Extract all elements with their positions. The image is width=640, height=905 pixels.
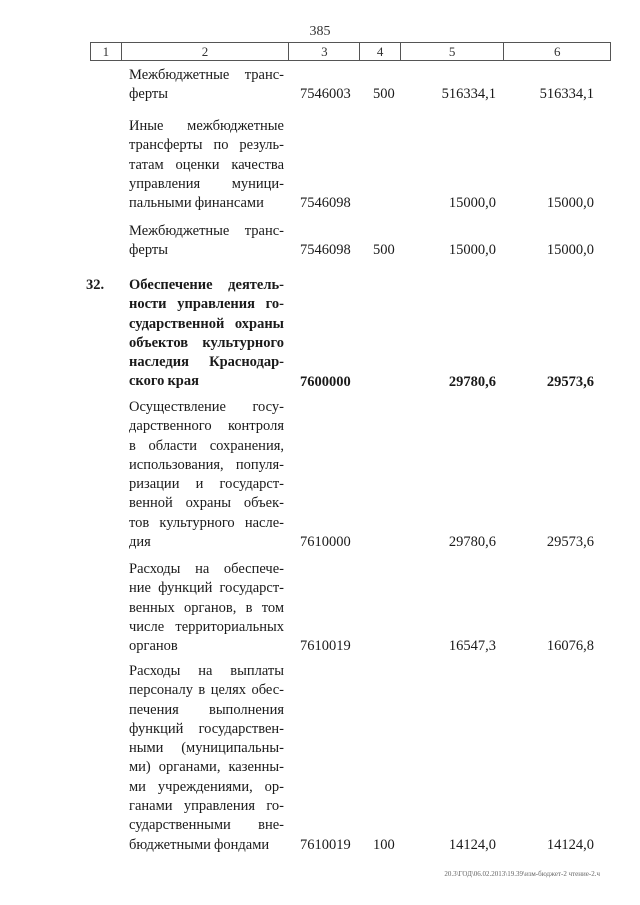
description-line: дарственного контроля <box>129 418 284 435</box>
row-description <box>129 222 284 261</box>
description-line: наследия Краснодар- <box>129 354 284 371</box>
target-code: 7610000 <box>300 534 351 551</box>
expense-type: 500 <box>373 242 395 259</box>
description-line: функций государствен- <box>129 720 284 737</box>
amount-2025: 15000,0 <box>546 242 594 259</box>
column-header-4: 4 <box>360 43 401 61</box>
page-number: 385 <box>309 24 331 39</box>
amount-2024: 14124,0 <box>448 836 496 853</box>
description-line: сударственными вне- <box>129 817 284 834</box>
row-number: 32. <box>86 277 105 293</box>
target-code: 7600000 <box>300 373 351 390</box>
file-path-footer: 20.3\ГОД\06.02.2013\19.39\изм-бюджет-2 чтение-2.ч <box>444 870 600 878</box>
amount-2024: 516334,1 <box>441 86 496 103</box>
target-code: 7610019 <box>300 836 351 853</box>
expense-type: 100 <box>373 836 395 853</box>
description-line: ского края <box>129 373 199 390</box>
description-line: ности управления го- <box>129 296 284 313</box>
target-code: 7546003 <box>300 86 351 103</box>
amount-2025: 29573,6 <box>546 534 594 551</box>
description-line: трансферты по резуль- <box>129 137 284 154</box>
description-line: ферты <box>129 242 168 259</box>
description-line: венных органов, в том <box>129 599 284 616</box>
description-line: татам оценки качества <box>129 156 284 173</box>
description-line: органов <box>129 638 178 655</box>
description-line: ганами управления го- <box>129 798 284 815</box>
amount-2025: 15000,0 <box>546 195 594 212</box>
description-line: печения выполнения <box>129 701 284 718</box>
row-description <box>129 276 284 392</box>
row-description <box>129 662 284 855</box>
amount-2025: 16076,8 <box>546 638 594 655</box>
description-line: пальными финансами <box>129 195 264 212</box>
row-description <box>129 66 284 105</box>
description-line: ми учреждениями, ор- <box>129 778 284 795</box>
description-line: венной охраны объек- <box>129 495 284 512</box>
description-line: Межбюджетные транс- <box>129 67 284 83</box>
row-description <box>129 398 284 552</box>
target-code: 7610019 <box>300 638 351 655</box>
description-line: персоналу в целях обес- <box>129 682 284 699</box>
amount-2025: 14124,0 <box>546 836 594 853</box>
description-line: дия <box>129 534 151 551</box>
description-line: бюджетными фондами <box>129 836 270 853</box>
amount-2024: 29780,6 <box>448 373 496 390</box>
description-line: использования, популя- <box>129 456 284 473</box>
expense-type: 500 <box>373 86 395 103</box>
description-line: Иные межбюджетные <box>129 118 284 134</box>
description-line: ными (муниципальны- <box>129 740 284 757</box>
description-line: сударственной охраны <box>129 315 284 332</box>
amount-2025: 516334,1 <box>539 86 594 103</box>
description-line: ризации и государст- <box>129 476 284 493</box>
description-line: объектов культурного <box>129 334 284 351</box>
description-line: Расходы на выплаты <box>129 663 284 679</box>
description-line: Обеспечение деятель- <box>129 277 284 293</box>
description-line: Межбюджетные транс- <box>129 223 284 239</box>
amount-2024: 29780,6 <box>448 534 496 551</box>
target-code: 7546098 <box>300 242 351 259</box>
column-header-3: 3 <box>289 43 360 61</box>
description-line: тов культурного насле- <box>129 514 284 531</box>
row-description <box>129 117 284 213</box>
description-line: ние функций государст- <box>129 580 284 597</box>
description-line: ми) органами, казенны- <box>129 759 284 776</box>
amount-2024: 16547,3 <box>448 638 496 655</box>
target-code: 7546098 <box>300 195 351 212</box>
column-header-5: 5 <box>400 43 504 61</box>
amount-2025: 29573,6 <box>546 373 594 390</box>
amount-2024: 15000,0 <box>448 195 496 212</box>
column-header-1: 1 <box>91 43 122 61</box>
description-line: в области сохранения, <box>129 437 284 454</box>
description-line: Расходы на обеспече- <box>129 561 284 577</box>
description-line: Осуществление госу- <box>129 399 284 415</box>
amount-2024: 15000,0 <box>448 242 496 259</box>
description-line: ферты <box>129 86 168 103</box>
column-header-2: 2 <box>121 43 289 61</box>
row-description <box>129 560 284 656</box>
description-line: управления муници- <box>129 175 284 192</box>
column-header-6: 6 <box>504 43 611 61</box>
description-line: числе территориальных <box>129 618 284 635</box>
